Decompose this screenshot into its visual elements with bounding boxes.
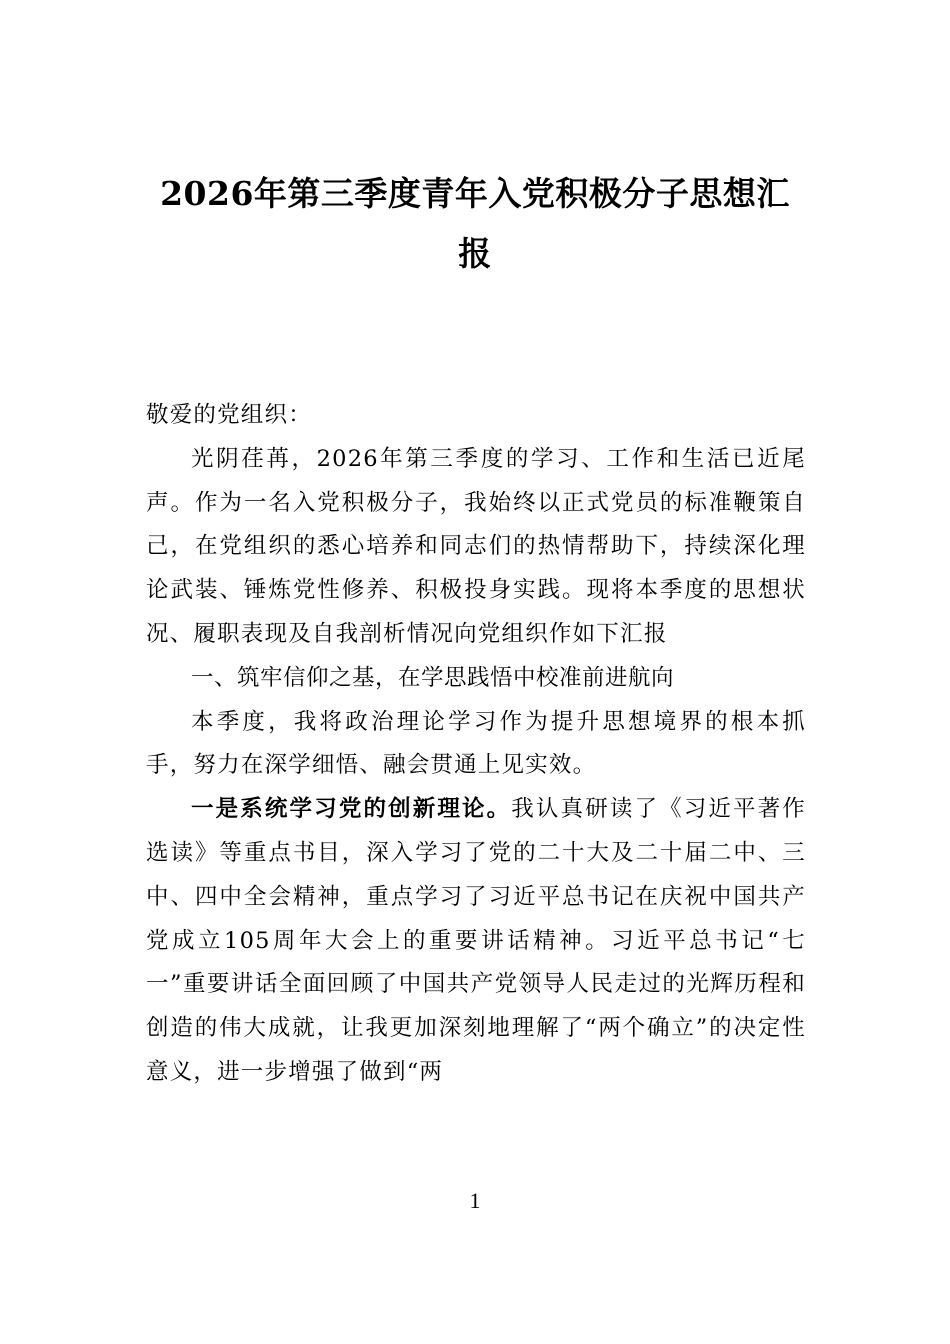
point-1-paragraph bbox=[146, 788, 806, 1095]
section-1-intro-paragraph: 本季度，我将政治理论学习作为提升思想境界的根本抓手，努力在深学细悟、融会贯通上见实效。 bbox=[146, 708, 806, 779]
document-title bbox=[130, 164, 820, 284]
title-line-1: 2026年第三季度青年入党积极分子思想汇 bbox=[160, 174, 790, 213]
title-line-2: 报 bbox=[458, 234, 492, 273]
salutation: 敬爱的党组织： bbox=[146, 402, 312, 428]
page-number: 1 bbox=[469, 1188, 481, 1213]
intro-paragraph: 光阴荏苒，2026年第三季度的学习、工作和生活已近尾声。作为一名入党积极分子，我始终以正式党员的标准鞭策自己，在党组织的悉心培养和同志们的热情帮助下，持续深化理论武装、锤炼党性修养、积极投身实践。现将本季度的思想状况、履职表现及自我剖析情况向党组织作如下汇报 bbox=[146, 445, 806, 647]
section-heading-1: 一、筑牢信仰之基，在学思践悟中校准前进航向 bbox=[191, 664, 675, 691]
point-1-text: 我认真研读了《习近平著作选读》等重点书目，深入学习了党的二十大及二十届二中、三中、四中全会精神，重点学习了习近平总书记在庆祝中国共产党成立105周年大会上的重要讲话精神。习近平总书记“七一”重要讲话全面回顾了中国共产党领导人民走过的光辉历程和创造的伟大成就，让我更加深刻地理解了“两个确立”的决定性意义，进一步增强了做到“两 bbox=[146, 796, 806, 1085]
document-body bbox=[146, 394, 806, 1095]
point-1-lead: 一是系统学习党的创新理论。 bbox=[191, 796, 512, 823]
